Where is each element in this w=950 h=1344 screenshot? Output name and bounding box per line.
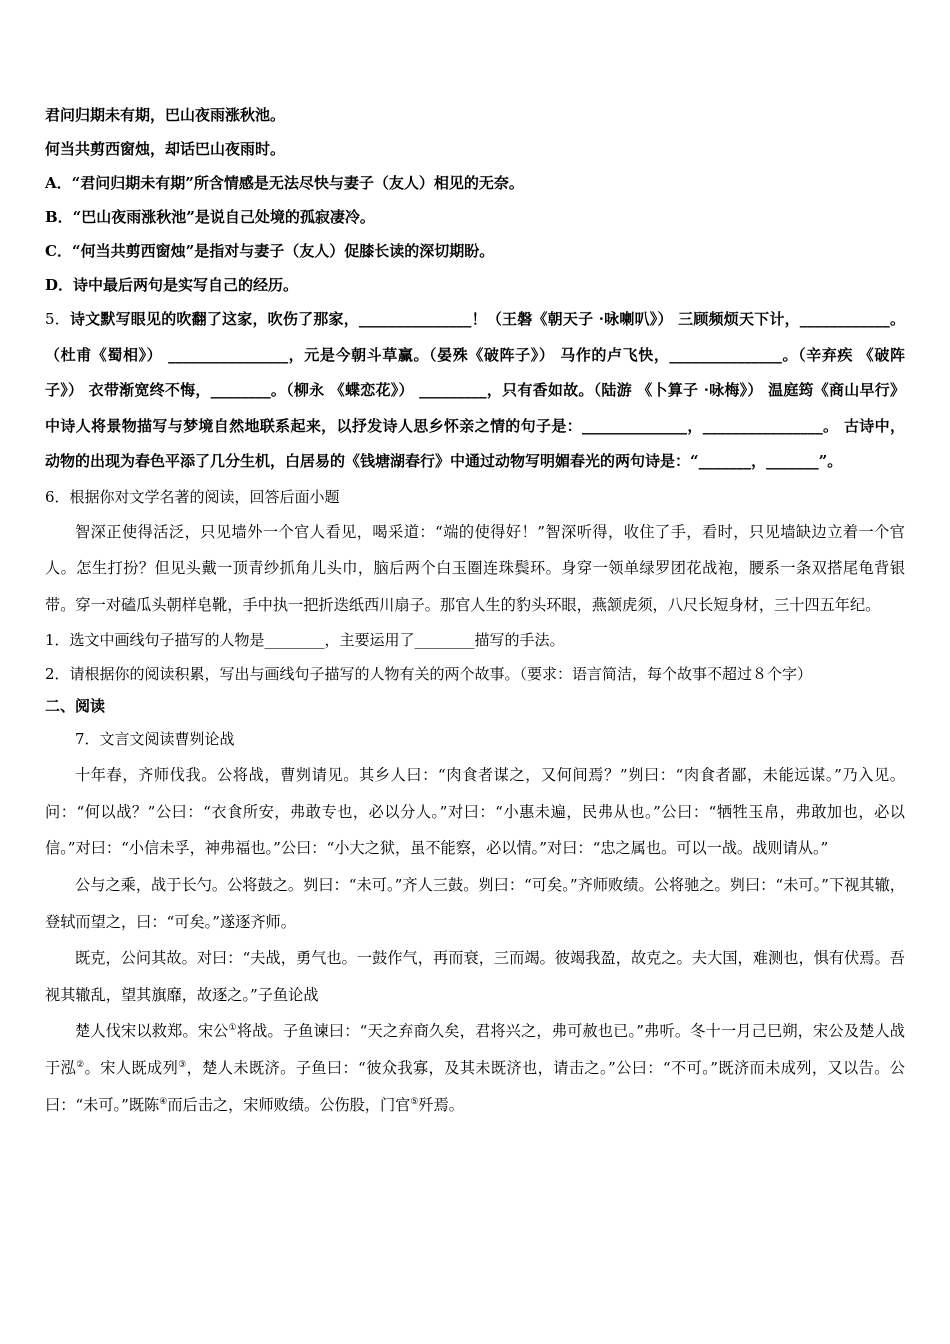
p4-text-b: 将战。子鱼谏曰：“天之弃商久矣，君将兴之，弗可赦也已。”弗听。冬十一月己巳朔，宋公及楚人战于泓 xyxy=(45,1022,905,1078)
p4-text-c: 。宋人既成列 xyxy=(84,1059,179,1078)
question-5 xyxy=(45,302,905,480)
footnote-mark-1: ① xyxy=(228,1023,237,1034)
poem-line-1: 君问归期未有期，巴山夜雨涨秋池。 xyxy=(45,106,286,124)
option-a: A．“君问归期未有期”所含情感是无法尽快与妻子（友人）相见的无奈。 xyxy=(45,174,524,192)
question-5-number: 5． xyxy=(45,310,70,328)
section-2-heading: 二、阅读 xyxy=(45,697,106,716)
option-d: D．诗中最后两句是实写自己的经历。 xyxy=(45,276,299,294)
option-c: C．“何当共剪西窗烛”是指对与妻子（友人）促膝长读的深切期盼。 xyxy=(45,242,495,260)
footnote-mark-4: ④ xyxy=(159,1096,168,1107)
article-paragraph-3: 既克，公问其故。对曰：“夫战，勇气也。一鼓作气，再而衰，三而竭。彼竭我盈，故克之。夫大国，难测也，惧有伏焉。吾视其辙乱，望其旗靡，故逐之。”子鱼论战 xyxy=(45,949,905,1004)
option-b: B．“巴山夜雨涨秋池”是说自己处境的孤寂凄冷。 xyxy=(45,208,375,226)
p4-text-e: 而后击之，宋师败绩。公伤股，门官 xyxy=(167,1095,411,1114)
p4-text-d: ，楚人未既济。子鱼曰：“彼众我寡，及其未既济也，请击之。”公曰：“不可。”既济而未成列，又以告。公曰：“未可。”既陈 xyxy=(45,1059,905,1114)
article-paragraph-4 xyxy=(45,1013,905,1123)
question-7-title: 7．文言文阅读曹刿论战 xyxy=(75,730,235,749)
question-6-passage xyxy=(45,514,905,624)
question-5-text: 诗文默写眼见的吹翻了这家，吹伤了那家，_______________！（王磐《朝天子 ·咏喇叭》） 三顾频烦天下计，____________。（杜甫《蜀相》） ________________，元是今朝斗草赢。（晏殊《破阵子》） 马作的卢飞快，_______________。（辛弃疾 《破阵子》） 衣带渐宽终不悔，________。（柳永 《蝶恋花》） _________，只有香如故。（陆游 《卜算子 ·咏梅》） 温庭筠《商山早行》中诗人将景物描写与梦境自然地联系起来，以抒发诗人思乡怀亲之情的句子是：______________，________________。 古诗中，动物的出现为春色平添了几分生机，白居易的《钱塘湖春行》中通过动物写明媚春光的两句诗是：“_______，_______”。 xyxy=(45,310,906,470)
p4-text-f: 歼焉。 xyxy=(418,1095,464,1114)
question-6-sub-1: 1．选文中画线句子描写的人物是________，主要运用了________描写的手法。 xyxy=(45,631,565,650)
article-cao-gui xyxy=(45,757,905,1123)
question-6-heading: 6．根据你对文学名著的阅读，回答后面小题 xyxy=(45,487,340,506)
question-6-sub-2: 2．请根据你的阅读积累，写出与画线句子描写的人物有关的两个故事。（要求：语言简洁，每个故事不超过８个字） xyxy=(45,665,813,684)
article-paragraph-1: 十年春，齐师伐我。公将战，曹刿请见。其乡人曰：“肉食者谋之，又何间焉？”刿曰：“肉食者鄙，未能远谋。”乃入见。问：“何以战？”公曰：“衣食所安，弗敢专也，必以分人。”对曰：“小惠未遍，民弗从也。”公曰：“牺牲玉帛，弗敢加也，必以信。”对曰：“小信未孚，神弗福也。”公曰：“小大之狱，虽不能察，必以情。”对曰：“忠之属也。可以一战。战则请从。” xyxy=(45,766,905,858)
question-6-passage-text: 智深正使得活泛，只见墙外一个官人看见，喝采道：“端的使得好！”智深听得，收住了手，看时，只见墙缺边立着一个官人。怎生打扮？但见头戴一顶青纱抓角儿头巾，脑后两个白玉圈连珠鬓环。身穿一领单绿罗团花战袍，腰系一条双搭尾龟背银带。穿一对磕瓜头朝样皂靴，手中执一把折迭纸西川扇子。那官人生的豹头环眼，燕颔虎须，八尺长短身材，三十四五年纪。 xyxy=(45,522,905,614)
poem-line-2: 何当共剪西窗烛，却话巴山夜雨时。 xyxy=(45,140,286,158)
article-paragraph-2: 公与之乘，战于长勺。公将鼓之。刿曰：“未可。”齐人三鼓。刿曰：“可矣。”齐师败绩。公将驰之。刿曰：“未可。”下视其辙，登轼而望之，曰：“可矣。”遂逐齐师。 xyxy=(45,876,905,931)
footnote-mark-2: ② xyxy=(76,1059,85,1070)
p4-text-a: 楚人伐宋以救郑。宋公 xyxy=(75,1022,229,1041)
footnote-mark-3: ③ xyxy=(178,1059,187,1070)
footnote-mark-5: ⑤ xyxy=(410,1096,419,1107)
